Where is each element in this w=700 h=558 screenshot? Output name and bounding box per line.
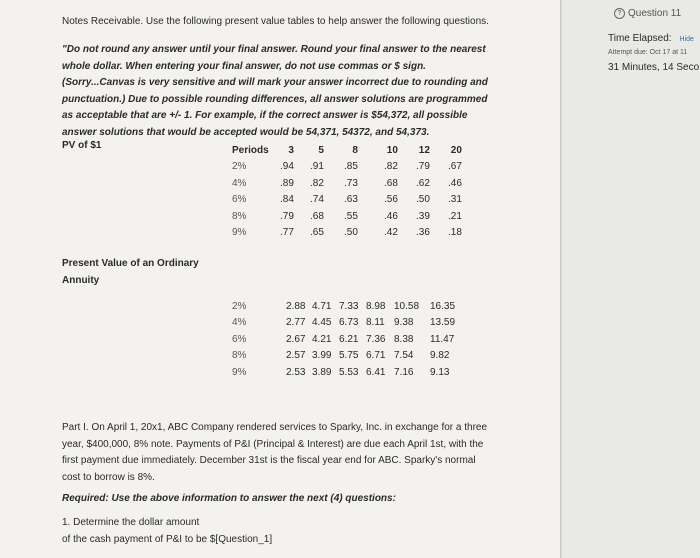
rate-cell: 9% [232,366,247,378]
scenario-line: year, $400,000, 8% note. Payments of P&I (Principal & Interest) are due each April 1st, with the [62,438,484,450]
value-cell: .67 [448,161,462,173]
value-cell: 2.57 [286,350,306,362]
table-row [232,208,462,225]
value-cell: .84 [280,194,294,206]
rounding-instructions [62,42,488,141]
value-cell: .56 [384,194,398,206]
table-row [232,348,455,365]
value-cell: 9.38 [394,317,414,329]
rate-cell: 6% [232,333,247,345]
value-cell: .46 [384,210,398,222]
instruction-line: whole dollar. When entering your final answer, do not use commas or $ sign. [62,60,426,72]
annuity-title-line: Present Value of an Ordinary [62,258,199,269]
value-cell: .42 [384,227,398,239]
scenario-line: cost to borrow is 8%. [62,471,155,483]
value-cell: .46 [448,177,462,189]
value-cell: .89 [280,177,294,189]
rate-cell: 8% [232,350,247,362]
table-row [232,192,462,209]
value-cell: 7.54 [394,350,414,362]
question-1 [62,515,272,548]
value-cell: .77 [280,227,294,239]
value-cell: .79 [416,161,430,173]
value-cell: 8.98 [366,300,386,312]
value-cell: .55 [344,210,358,222]
value-cell: 11.47 [430,333,455,345]
value-cell: 13.59 [430,317,456,329]
value-cell: 6.73 [339,317,359,329]
rate-cell: 6% [232,194,247,206]
value-cell: .31 [448,194,462,206]
rate-cell: 9% [232,227,247,239]
value-cell: 9.13 [430,366,450,378]
value-cell: .50 [416,194,430,206]
value-cell: .73 [344,177,358,189]
value-cell: .82 [384,161,398,173]
attempt-due: Attempt due: Oct 17 at 11 [608,49,688,56]
question-1-answer-prompt[interactable]: of the cash payment of P&I to be $[Question_1] [62,533,273,545]
value-cell: 7.33 [339,300,359,312]
elapsed-time-value: 31 Minutes, 14 Seco [608,62,700,73]
value-cell: 10.58 [394,300,420,312]
value-cell: 7.36 [366,333,386,345]
value-cell: 2.77 [286,317,306,329]
help-icon: ? [614,8,625,19]
value-cell: .82 [310,177,324,189]
value-cell: 7.16 [394,366,414,378]
value-cell: .18 [448,227,462,239]
instruction-line: "Do not round any answer until your final answer. Round your final answer to the nearest [62,44,486,55]
value-cell: 3.99 [312,350,332,362]
rate-cell: 2% [232,161,247,173]
time-elapsed [608,33,694,44]
annuity-title-line: Annuity [62,274,100,286]
value-cell: 6.41 [366,366,386,378]
time-elapsed-label: Time Elapsed: [608,33,672,44]
rate-cell: 4% [232,177,247,189]
value-cell: .79 [280,210,294,222]
value-cell: 5.75 [339,350,359,362]
table-row [232,225,462,242]
value-cell: .65 [310,227,324,239]
scenario-line: Part I. On April 1, 20x1, ABC Company rendered services to Sparky, Inc. in exchange for a three [62,422,488,433]
value-cell: 2.88 [286,300,306,312]
value-cell: 4.45 [312,317,332,329]
instruction-line: as acceptable that are +/- 1. For example, if the correct answer is $54,372, all possible [62,110,468,121]
value-cell: 6.21 [339,333,359,345]
period-header: 12 [418,144,430,156]
table-row [232,159,462,176]
annuity-table-title [62,256,199,289]
question-tab[interactable] [614,8,681,19]
value-cell: .85 [344,161,358,173]
table-row [232,315,455,332]
value-cell: 8.38 [394,333,414,345]
value-cell: .68 [310,210,324,222]
rate-cell: 4% [232,317,247,329]
instruction-line: answer solutions that would be accepted would be 54,371, 54372, and 54,373. [62,126,430,138]
pv-of-1-table [232,142,462,241]
rate-cell: 2% [232,300,247,312]
value-cell: 5.53 [339,366,359,378]
pv-table-title: PV of $1 [62,140,102,151]
question-tab-label: Question 11 [628,8,682,20]
instruction-line: (Sorry...Canvas is very sensitive and will mark your answer incorrect due to rounding and [62,77,488,88]
value-cell: .21 [448,210,462,222]
period-header: 5 [318,144,324,156]
periods-label: Periods [232,144,269,156]
table-row [232,331,455,348]
value-cell: .36 [416,227,430,239]
quiz-sidebar [562,0,700,558]
value-cell: 8.11 [366,317,385,329]
instruction-line: punctuation.) Due to possible rounding differences, all answer solutions are programmed [62,93,488,105]
value-cell: .68 [384,177,398,189]
intro-text: Notes Receivable. Use the following present value tables to help answer the following questions. [62,16,489,27]
value-cell: .94 [280,161,294,173]
value-cell: 2.67 [286,333,306,345]
period-header: 3 [288,144,294,156]
value-cell: .62 [416,177,430,189]
value-cell: .39 [416,210,430,222]
value-cell: .50 [344,227,358,239]
value-cell: .63 [344,194,358,206]
pv-annuity-table [232,298,455,381]
hide-timer-link[interactable]: Hide [679,36,694,43]
scenario-line: first payment due immediately. December 31st is the fiscal year end for ABC. Sparky's normal [62,455,476,466]
period-header: 8 [352,144,358,156]
value-cell: 2.53 [286,366,306,378]
value-cell: 4.71 [312,300,332,312]
value-cell: 3.89 [312,366,332,378]
value-cell: 9.82 [430,350,450,362]
value-cell: 6.71 [366,350,386,362]
value-cell: .91 [310,161,324,173]
period-header: 10 [386,144,398,156]
table-row [232,175,462,192]
period-header: 20 [450,144,462,156]
periods-header-row [232,142,462,159]
part-1-scenario [62,420,487,486]
required-instructions: Required: Use the above information to answer the next (4) questions: [62,493,396,504]
value-cell: 16.35 [430,300,456,312]
question-1-prompt: 1. Determine the dollar amount [62,517,200,528]
value-cell: 4.21 [312,333,332,345]
table-row [232,298,455,315]
rate-cell: 8% [232,210,247,222]
table-row [232,364,455,381]
value-cell: .74 [310,194,324,206]
